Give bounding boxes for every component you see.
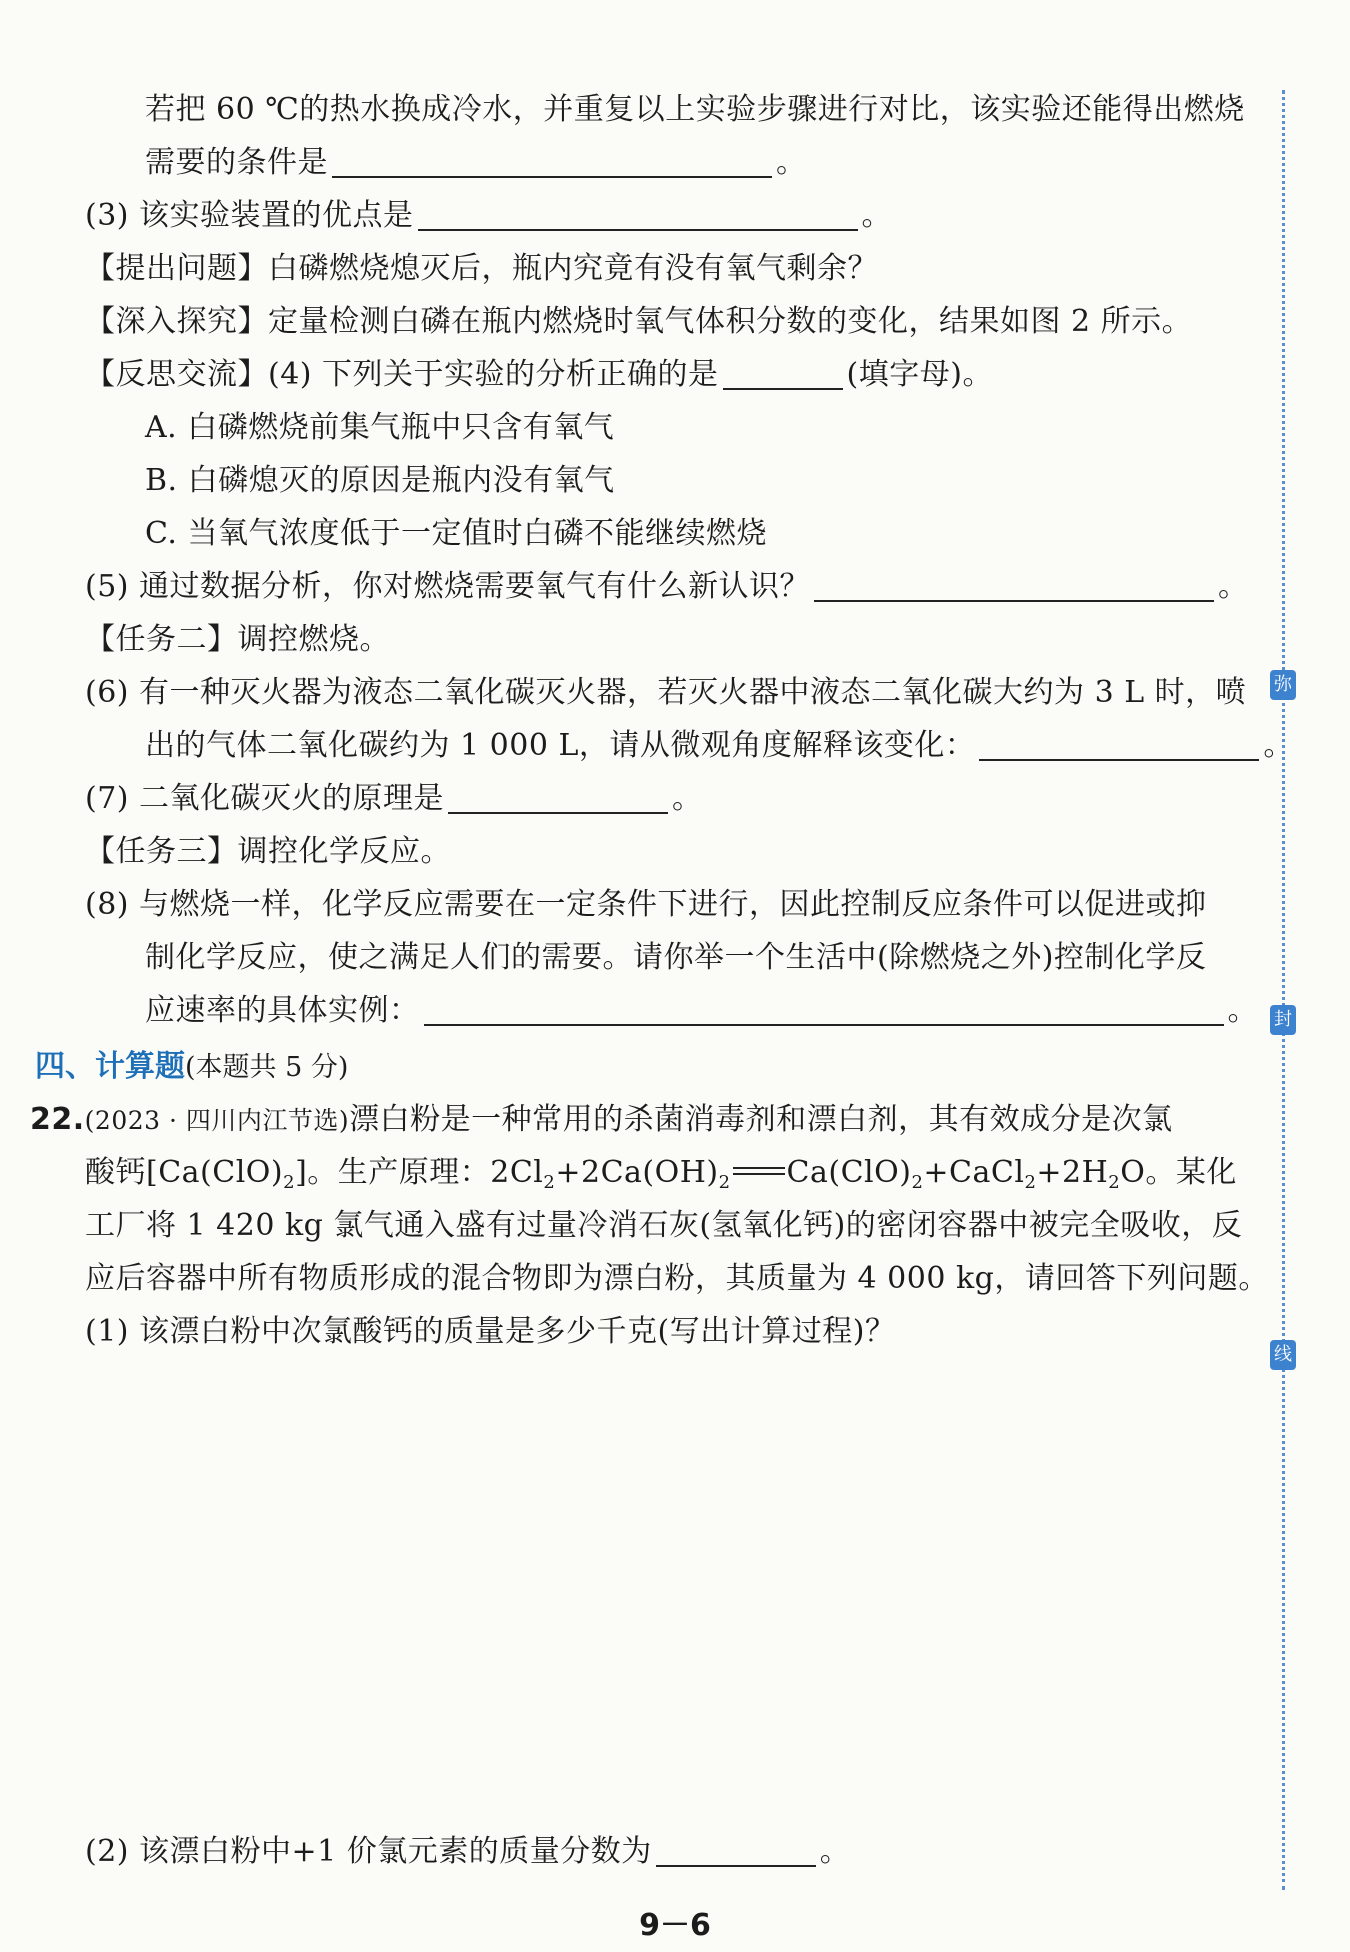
text-line: 【任务三】调控化学反应。 (85, 834, 451, 869)
answer-blank[interactable] (418, 199, 858, 231)
option-a: A. 白磷燃烧前集气瓶中只含有氧气 (145, 410, 615, 445)
answer-blank[interactable] (656, 1835, 816, 1867)
section-title: 四、计算题(本题共 5 分) (35, 1049, 349, 1084)
answer-blank[interactable] (332, 146, 772, 178)
question-22-line-2: 酸钙$[Ca(ClO)_2]$。生产原理：$2Cl_2+2Ca(OH)_2$ $Ca(ClO)_2+CaCl_2+2H_2O$。某化 (85, 1155, 1237, 1193)
text-line: 需要的条件是 。 (145, 145, 807, 180)
question-22-part-2: (2) 该漂白粉中+1 价氯元素的质量分数为 。 (85, 1834, 851, 1869)
question-22-line-1: 22.(2023 · 四川内江节选)漂白粉是一种常用的杀菌消毒剂和漂白剂，其有效成分是次氯 (30, 1102, 1173, 1137)
binding-tab-mi: 弥 (1270, 670, 1296, 700)
text-line: (6) 有一种灭火器为液态二氧化碳灭火器，若灭火器中液态二氧化碳大约为 3 L 时，喷 (85, 675, 1247, 710)
text-line: 制化学反应，使之满足人们的需要。请你举一个生活中(除燃烧之外)控制化学反 (145, 940, 1207, 975)
answer-blank[interactable] (424, 994, 1224, 1026)
question-source: (2023 · 四川内江节选) (84, 1106, 350, 1135)
binding-tab-xian: 线 (1270, 1340, 1296, 1370)
text-line: 出的气体二氧化碳约为 1 000 L，请从微观角度解释该变化： 。 (145, 728, 1294, 763)
binding-dotted-line (1282, 90, 1285, 1890)
text-line: 应速率的具体实例： 。 (145, 993, 1258, 1028)
text-line: 【任务二】调控燃烧。 (85, 622, 390, 657)
binding-tab-feng: 封 (1270, 1005, 1296, 1035)
reaction-equals-sign (733, 1167, 785, 1175)
text-line: (7) 二氧化碳灭火的原理是 。 (85, 781, 703, 816)
text-line: (3) 该实验装置的优点是 。 (85, 198, 893, 233)
text-line: 【提出问题】白磷燃烧熄灭后，瓶内究竟有没有氧气剩余？ (85, 251, 878, 286)
question-22-line-3: 工厂将 1 420 kg 氯气通入盛有过量冷消石灰(氢氧化钙)的密闭容器中被完全吸收，反 (85, 1208, 1243, 1243)
text-line: 若把 60 ℃的热水换成冷水，并重复以上实验步骤进行对比，该实验还能得出燃烧 (145, 92, 1245, 127)
text-line: (5) 通过数据分析，你对燃烧需要氧气有什么新认识？ 。 (85, 569, 1249, 604)
option-b: B. 白磷熄灭的原因是瓶内没有氧气 (145, 463, 615, 498)
answer-blank[interactable] (979, 729, 1259, 761)
text-line: (8) 与燃烧一样，化学反应需要在一定条件下进行，因此控制反应条件可以促进或抑 (85, 887, 1207, 922)
answer-blank[interactable] (448, 782, 668, 814)
text-line: 【反思交流】(4) 下列关于实验的分析正确的是 (填字母)。 (85, 357, 993, 392)
text-line: 【深入探究】定量检测白磷在瓶内燃烧时氧气体积分数的变化，结果如图 2 所示。 (85, 304, 1193, 339)
page-number: 9－6 (639, 1908, 711, 1943)
option-c: C. 当氧气浓度低于一定值时白磷不能继续燃烧 (145, 516, 767, 551)
answer-blank[interactable] (814, 570, 1214, 602)
answer-blank[interactable] (723, 358, 843, 390)
question-number: 22. (30, 1102, 85, 1137)
question-22-line-4: 应后容器中所有物质形成的混合物即为漂白粉，其质量为 4 000 kg，请回答下列问题。 (85, 1261, 1269, 1296)
question-22-part-1: (1) 该漂白粉中次氯酸钙的质量是多少千克(写出计算过程)？ (85, 1314, 896, 1349)
